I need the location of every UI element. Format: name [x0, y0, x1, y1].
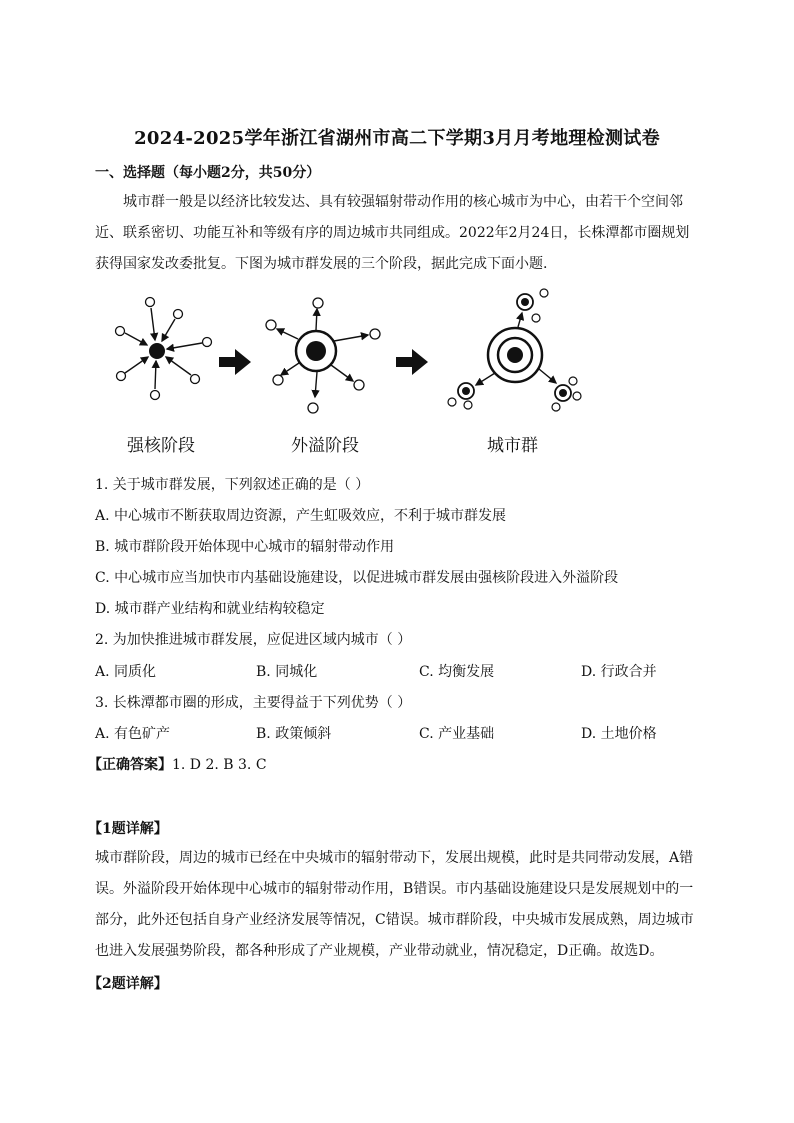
- question-1-option-d: D. 城市群产业结构和就业结构较稳定: [95, 601, 325, 617]
- question-2-option-a: A. 同质化: [95, 664, 157, 680]
- peripheral-city-node: [552, 403, 560, 411]
- question-3-option-c: C. 产业基础: [419, 726, 495, 742]
- question-2-stem: 2. 为加快推进城市群发展，应促进区域内城市（ ）: [95, 632, 412, 648]
- stage-label-city-cluster: 城市群: [487, 436, 538, 456]
- stage-strong-core: [116, 298, 212, 400]
- question-2-option-b: B. 同城化: [256, 664, 318, 680]
- stage-label-spillover: 外溢阶段: [291, 436, 359, 456]
- sub-center-node: [521, 298, 529, 306]
- page-title: 2024-2025学年浙江省湖州市高二下学期3月月考地理检测试卷: [134, 128, 660, 149]
- peripheral-city-node: [191, 375, 200, 384]
- question-2-option-c: C. 均衡发展: [419, 664, 495, 680]
- stage-spillover: [266, 298, 380, 413]
- detail-1-heading: 【1题详解】: [88, 821, 168, 837]
- peripheral-city-node: [569, 377, 577, 385]
- question-3-option-d: D. 土地价格: [581, 726, 657, 742]
- peripheral-city-node: [464, 401, 472, 409]
- core-city-node: [149, 343, 165, 359]
- intro-paragraph: 城市群一般是以经济比较发达、具有较强辐射带动作用的核心城市为中心，由若干个空间邻近、联系密切、功能互补和等级有序的周边城市共同组成。2022年2月24日，长株潭都市圈规划获得国家发改委批复。下图为城市群发展的三个阶段，据此完成下面小题.: [95, 194, 690, 272]
- stage-transition-arrow-icon: [396, 349, 428, 375]
- question-3-option-a: A. 有色矿产: [95, 726, 171, 742]
- question-2-option-d: D. 行政合并: [581, 664, 657, 680]
- core-city-node: [507, 347, 523, 363]
- stage-transition-arrow-icon: [219, 349, 251, 375]
- city-cluster-stages-diagram: [95, 285, 615, 460]
- sub-center-node: [462, 387, 470, 395]
- stage-label-strong-core: 强核阶段: [127, 436, 195, 456]
- peripheral-city-node: [313, 298, 323, 308]
- answer-label: 【正确答案】: [88, 757, 172, 773]
- stage-city-cluster: [448, 289, 581, 411]
- peripheral-city-node: [370, 329, 380, 339]
- peripheral-city-node: [146, 298, 155, 307]
- peripheral-city-node: [532, 314, 540, 322]
- peripheral-city-node: [151, 391, 160, 400]
- answer-values: 1. D 2. B 3. C: [172, 757, 267, 773]
- section-heading: 一、选择题（每小题2分，共50分）: [95, 165, 321, 181]
- peripheral-city-node: [273, 375, 283, 385]
- peripheral-city-node: [354, 380, 364, 390]
- peripheral-city-node: [174, 310, 183, 319]
- answer-line: [88, 754, 267, 774]
- peripheral-city-node: [448, 398, 456, 406]
- core-city-node: [306, 341, 326, 361]
- peripheral-city-node: [573, 392, 581, 400]
- peripheral-city-node: [308, 403, 318, 413]
- question-3-stem: 3. 长株潭都市圈的形成，主要得益于下列优势（ ）: [95, 695, 412, 711]
- peripheral-city-node: [116, 327, 125, 336]
- question-1-stem: 1. 关于城市群发展，下列叙述正确的是（ ）: [95, 477, 370, 493]
- sub-center-node: [559, 389, 567, 397]
- peripheral-city-node: [203, 338, 212, 347]
- question-3-option-b: B. 政策倾斜: [256, 726, 332, 742]
- question-1-option-b: B. 城市群阶段开始体现中心城市的辐射带动作用: [95, 539, 395, 555]
- detail-1-text: 城市群阶段，周边的城市已经在中央城市的辐射带动下，发展出规模，此时是共同带动发展，A错误。外溢阶段开始体现中心城市的辐射带动作用，B错误。市内基础设施建设只是发展规划中的一部分，此外还包括自身产业经济发展等情况，C错误。城市群阶段，中央城市发展成熟，周边城市也进入发展强势阶段，都各种形成了产业规模，产业带动就业，情况稳定，D正确。故选D。: [95, 850, 694, 959]
- question-1-option-a: A. 中心城市不断获取周边资源，产生虹吸效应，不利于城市群发展: [95, 508, 507, 524]
- detail-2-heading: 【2题详解】: [88, 976, 168, 992]
- peripheral-city-node: [540, 289, 548, 297]
- peripheral-city-node: [117, 372, 126, 381]
- question-1-option-c: C. 中心城市应当加快市内基础设施建设，以促进城市群发展由强核阶段进入外溢阶段: [95, 570, 619, 586]
- peripheral-city-node: [266, 320, 276, 330]
